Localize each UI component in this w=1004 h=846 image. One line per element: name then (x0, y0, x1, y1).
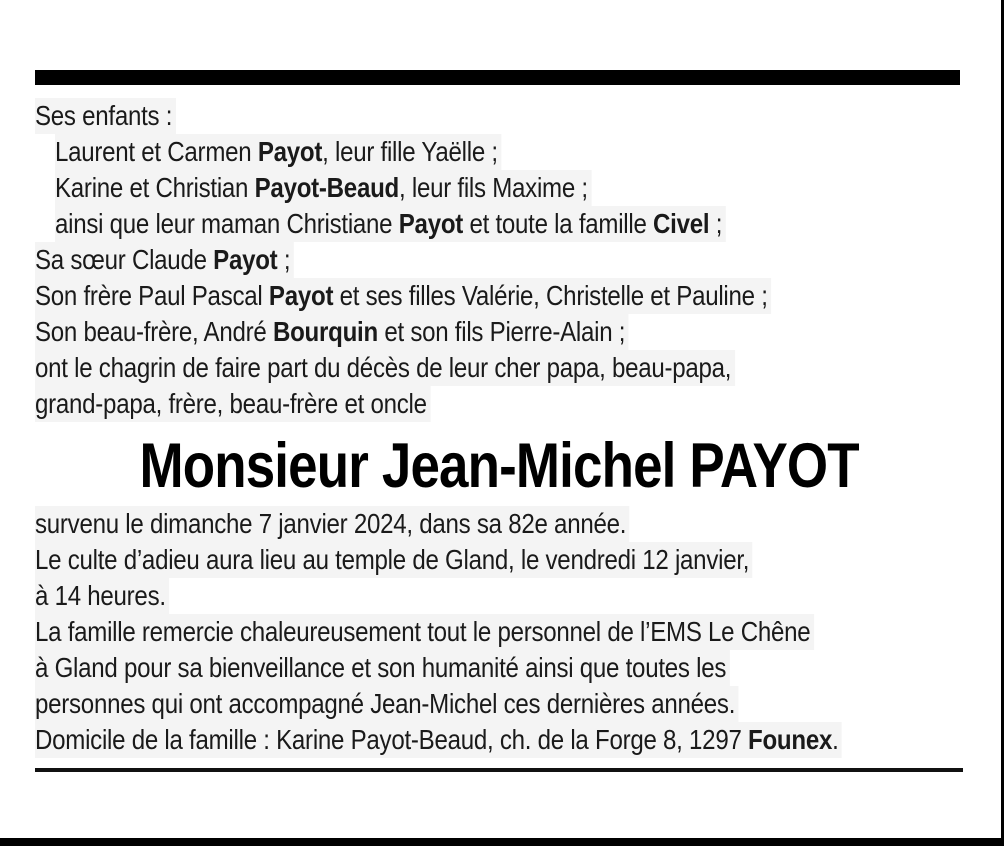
notice-line-text: Le culte d’adieu aura lieu au temple de Gland, le vendredi 12 janvier, (35, 542, 753, 578)
notice-line-text: ainsi que leur maman Christiane Payot et toute la famille Civel ; (55, 206, 726, 242)
notice-line-text: personnes qui ont accompagné Jean-Michel ces dernières années. (35, 686, 739, 722)
notice-line (35, 350, 963, 386)
notice-line-text: Domicile de la famille : Karine Payot-Beaud, ch. de la Forge 8, 1297 Founex. (35, 722, 842, 758)
family-lines-block (35, 98, 963, 422)
notice-line (35, 542, 963, 578)
deceased-name-headline (35, 430, 963, 502)
notice-line (35, 578, 963, 614)
notice-line (35, 98, 963, 134)
notice-line-text: Sa sœur Claude Payot ; (35, 242, 294, 278)
notice-line (35, 314, 963, 350)
notice-line-text: grand-papa, frère, beau-frère et oncle (35, 386, 430, 422)
notice-line (35, 614, 963, 650)
deceased-name: Monsieur Jean-Michel PAYOT (139, 431, 859, 501)
notice-line-text: ont le chagrin de faire part du décès de leur cher papa, beau-papa, (35, 350, 735, 386)
notice-line (35, 650, 963, 686)
top-divider-bar (35, 70, 960, 85)
notice-line (35, 134, 963, 170)
notice-line-text: Karine et Christian Payot-Beaud, leur fils Maxime ; (55, 170, 591, 206)
notice-line-text: Son beau-frère, André Bourquin et son fils Pierre-Alain ; (35, 314, 629, 350)
notice-line (35, 686, 963, 722)
notice-content (35, 70, 963, 772)
details-lines-block (35, 506, 963, 758)
notice-line (35, 206, 963, 242)
notice-line-text: Laurent et Carmen Payot, leur fille Yaëlle ; (55, 134, 501, 170)
notice-line-text: survenu le dimanche 7 janvier 2024, dans sa 82e année. (35, 506, 630, 542)
notice-line-text: à 14 heures. (35, 578, 169, 614)
notice-line (35, 506, 963, 542)
notice-line (35, 722, 963, 758)
bottom-divider-rule (35, 768, 963, 772)
page-bottom-border (0, 838, 1004, 846)
notice-line-text: La famille remercie chaleureusement tout le personnel de l’EMS Le Chêne (35, 614, 814, 650)
notice-line-text: Ses enfants : (35, 98, 176, 134)
notice-line-text: Son frère Paul Pascal Payot et ses filles Valérie, Christelle et Pauline ; (35, 278, 771, 314)
notice-line (35, 170, 963, 206)
notice-line (35, 278, 963, 314)
notice-line (35, 242, 963, 278)
notice-line-text: à Gland pour sa bienveillance et son humanité ainsi que toutes les (35, 650, 730, 686)
notice-line (35, 386, 963, 422)
